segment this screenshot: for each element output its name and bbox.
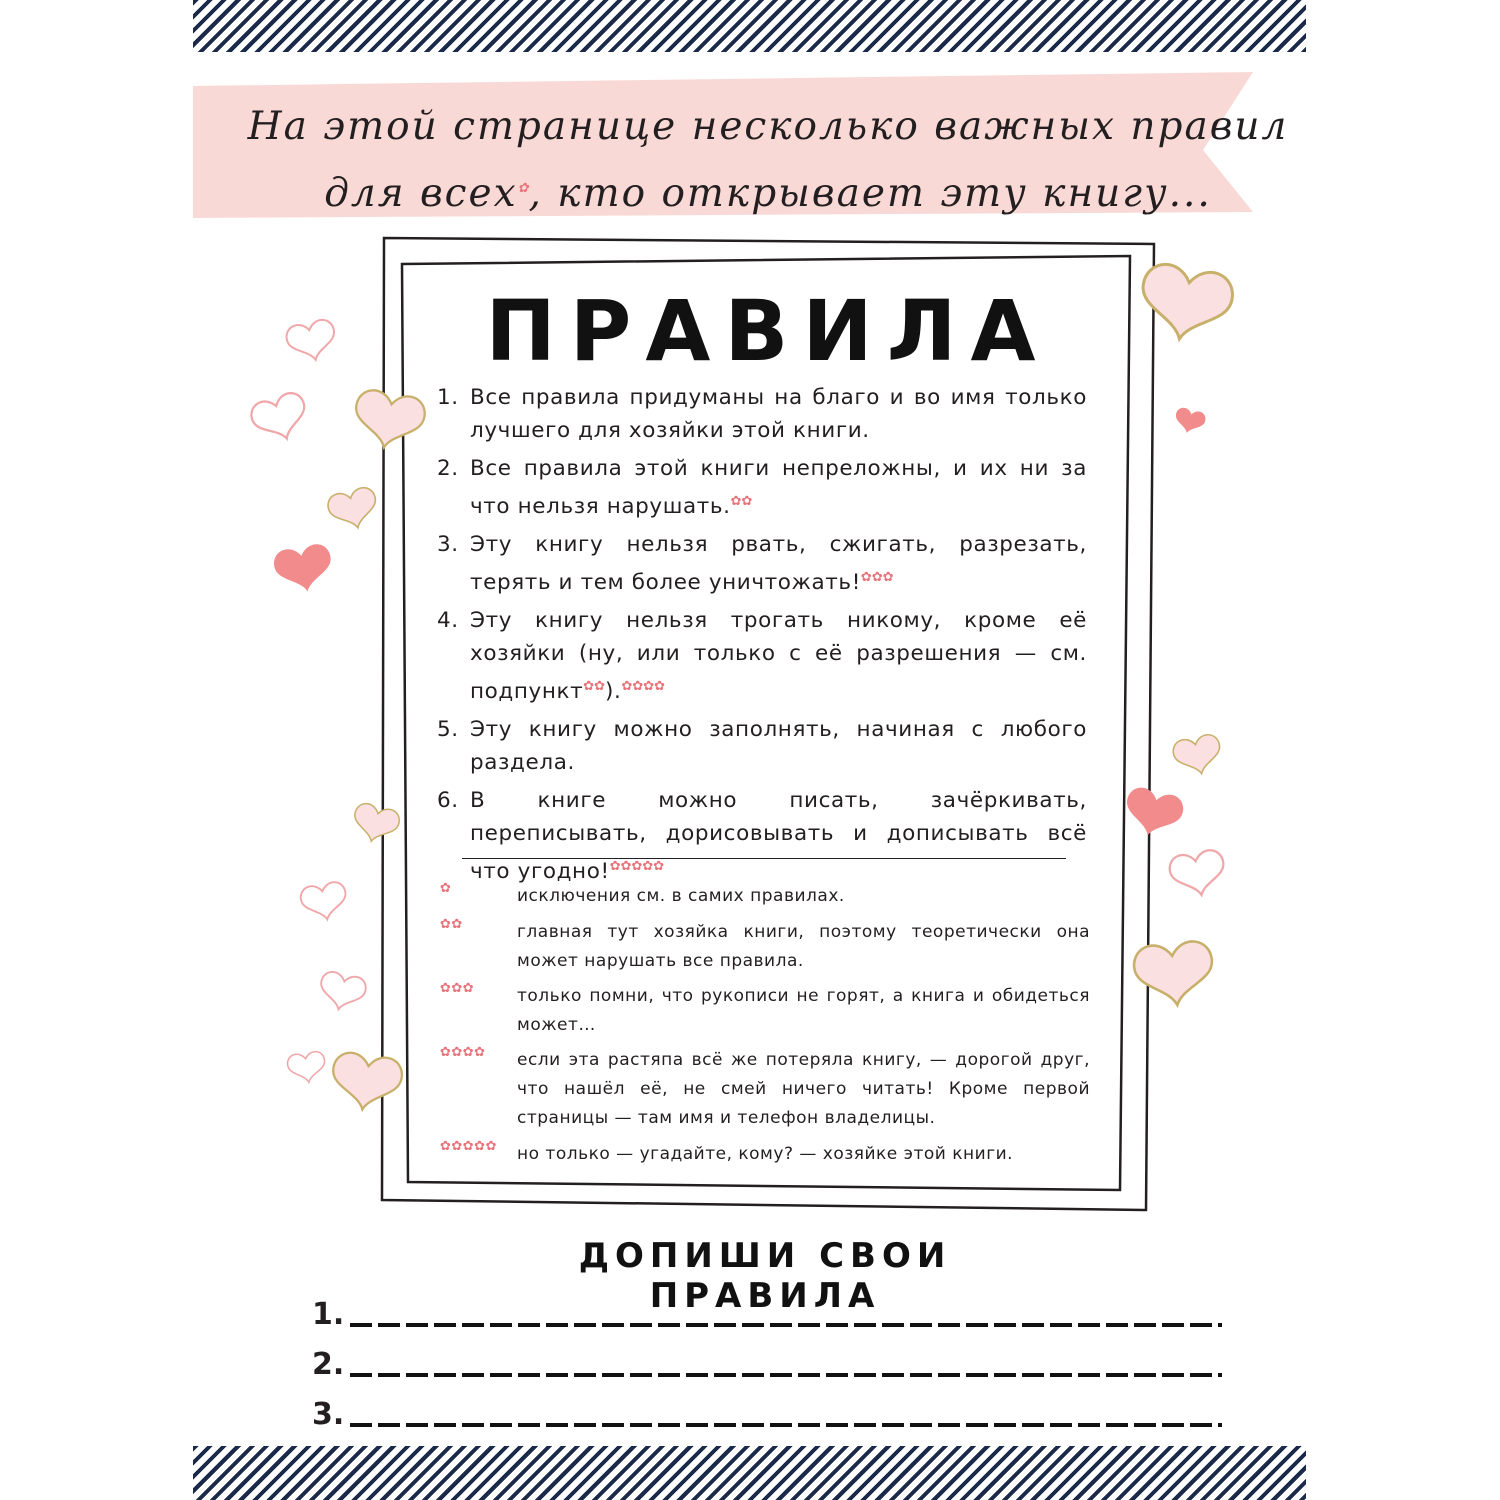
bottom-stripe-border: [193, 1446, 1306, 1500]
heart-filled-icon: [349, 801, 401, 846]
heart-filled-icon: [1135, 261, 1236, 347]
flower-mark-icon: ✿✿✿✿: [621, 679, 666, 695]
flower-mark-icon: ✿: [440, 881, 452, 896]
rule-text: Все правила этой книги непреложны, и их ни за что нельзя нарушать.✿✿: [470, 456, 1087, 520]
own-rule-line[interactable]: [312, 1297, 1222, 1332]
own-rule-line[interactable]: [312, 1347, 1222, 1382]
dashed-write-line[interactable]: [350, 1423, 1222, 1427]
dashed-write-line[interactable]: [350, 1373, 1222, 1377]
footnote-text: исключения см. в самих правилах.: [517, 886, 845, 906]
flower-mark-icon: ✿✿✿: [440, 981, 475, 996]
flower-mark-icon: ✿✿: [583, 679, 606, 695]
rule-text: Эту книгу нельзя рвать, сжигать, разрезать, терять и тем более уничтожать!✿✿✿: [470, 532, 1087, 596]
heart-outline-icon: [316, 970, 367, 1014]
rule-text: Эту книгу нельзя трогать никому, кроме её хозяйки (ну, или только с её разрешения — см. подпункт✿✿).✿✿✿✿: [470, 608, 1087, 705]
heart-filled-icon: [1171, 733, 1224, 779]
footnote-text: но только — угадайте, кому? — хозяйке этой книги.: [517, 1144, 1014, 1164]
flower-mark-icon: ✿✿: [440, 917, 463, 932]
own-rules-title: ДОПИШИ СВОИ ПРАВИЛА: [578, 1236, 952, 1316]
heart-outline-icon: [284, 318, 339, 365]
heart-outline-icon: [299, 880, 349, 923]
footnote-text: если эта растяпа всё же потеряла книгу, — дорогой друг, что нашёл её, не смей ничего читать! Кроме первой страницы — там имя и телефон владелицы.: [517, 1050, 1090, 1128]
flower-mark-icon: ✿✿✿✿✿: [440, 1139, 497, 1154]
footnote-text: главная тут хозяйка книги, поэтому теоретически она может нарушать все правила.: [517, 922, 1090, 971]
heart-filled-icon: [328, 1051, 404, 1115]
own-rule-number: 1.: [312, 1297, 345, 1332]
heart-outline-icon: [1168, 848, 1229, 899]
rules-title: ПРАВИЛА: [485, 282, 1050, 380]
heart-outline-icon: [286, 1050, 327, 1084]
heart-filled-icon: [325, 485, 381, 533]
flower-mark-icon: ✿: [517, 181, 529, 196]
heart-solid-icon: [1172, 406, 1207, 436]
own-rule-number: 3.: [312, 1397, 345, 1432]
heart-solid-icon: [272, 542, 336, 596]
rule-item: 5. Эту книгу можно заполнять, начиная с любого раздела.: [437, 713, 1087, 779]
banner-line-2: для всех✿, кто открывает эту книгу...: [324, 171, 1212, 216]
rule-item: 4. Эту книгу нельзя трогать никому, кроме её хозяйки (ну, или только с её разрешения — см. подпункт✿✿).✿✿✿✿: [437, 604, 1087, 708]
own-rule-number: 2.: [312, 1347, 345, 1382]
flower-mark-icon: ✿✿✿✿: [440, 1045, 486, 1060]
rule-item: 6. В книге можно писать, зачёркивать, переписывать, дорисовывать и дописывать всё что угодно!✿✿✿✿✿: [437, 784, 1087, 888]
heart-solid-icon: [1120, 785, 1186, 842]
footnote-text: только помни, что рукописи не горят, а книга и обидеться может…: [517, 986, 1090, 1035]
heart-outline-icon: [248, 390, 313, 447]
rule-item: 2. Все правила этой книги непреложны, и их ни за что нельзя нарушать.✿✿: [437, 452, 1087, 523]
heart-filled-icon: [350, 388, 427, 454]
rule-item: 1. Все правила придуманы на благо и во имя только лучшего для хозяйки этой книги.: [437, 381, 1087, 447]
dashed-write-line[interactable]: [350, 1323, 1222, 1327]
rule-text: В книге можно писать, зачёркивать, переписывать, дорисовывать и дописывать всё что угодно!✿✿✿✿✿: [470, 788, 1087, 885]
heart-filled-icon: [1132, 940, 1216, 1009]
own-rule-line[interactable]: [312, 1397, 1222, 1432]
rule-item: 3. Эту книгу нельзя рвать, сжигать, разрезать, терять и тем более уничтожать!✿✿✿: [437, 528, 1087, 599]
rule-text: Все правила придуманы на благо и во имя только лучшего для хозяйки этой книги.: [470, 385, 1087, 443]
flower-mark-icon: ✿✿✿: [860, 570, 894, 586]
rule-text: Эту книгу можно заполнять, начиная с любого раздела.: [470, 717, 1087, 776]
banner-line-1: На этой странице несколько важных правил: [247, 104, 1289, 149]
flower-mark-icon: ✿✿: [730, 494, 753, 509]
flower-mark-icon: ✿✿✿✿✿: [609, 859, 665, 875]
